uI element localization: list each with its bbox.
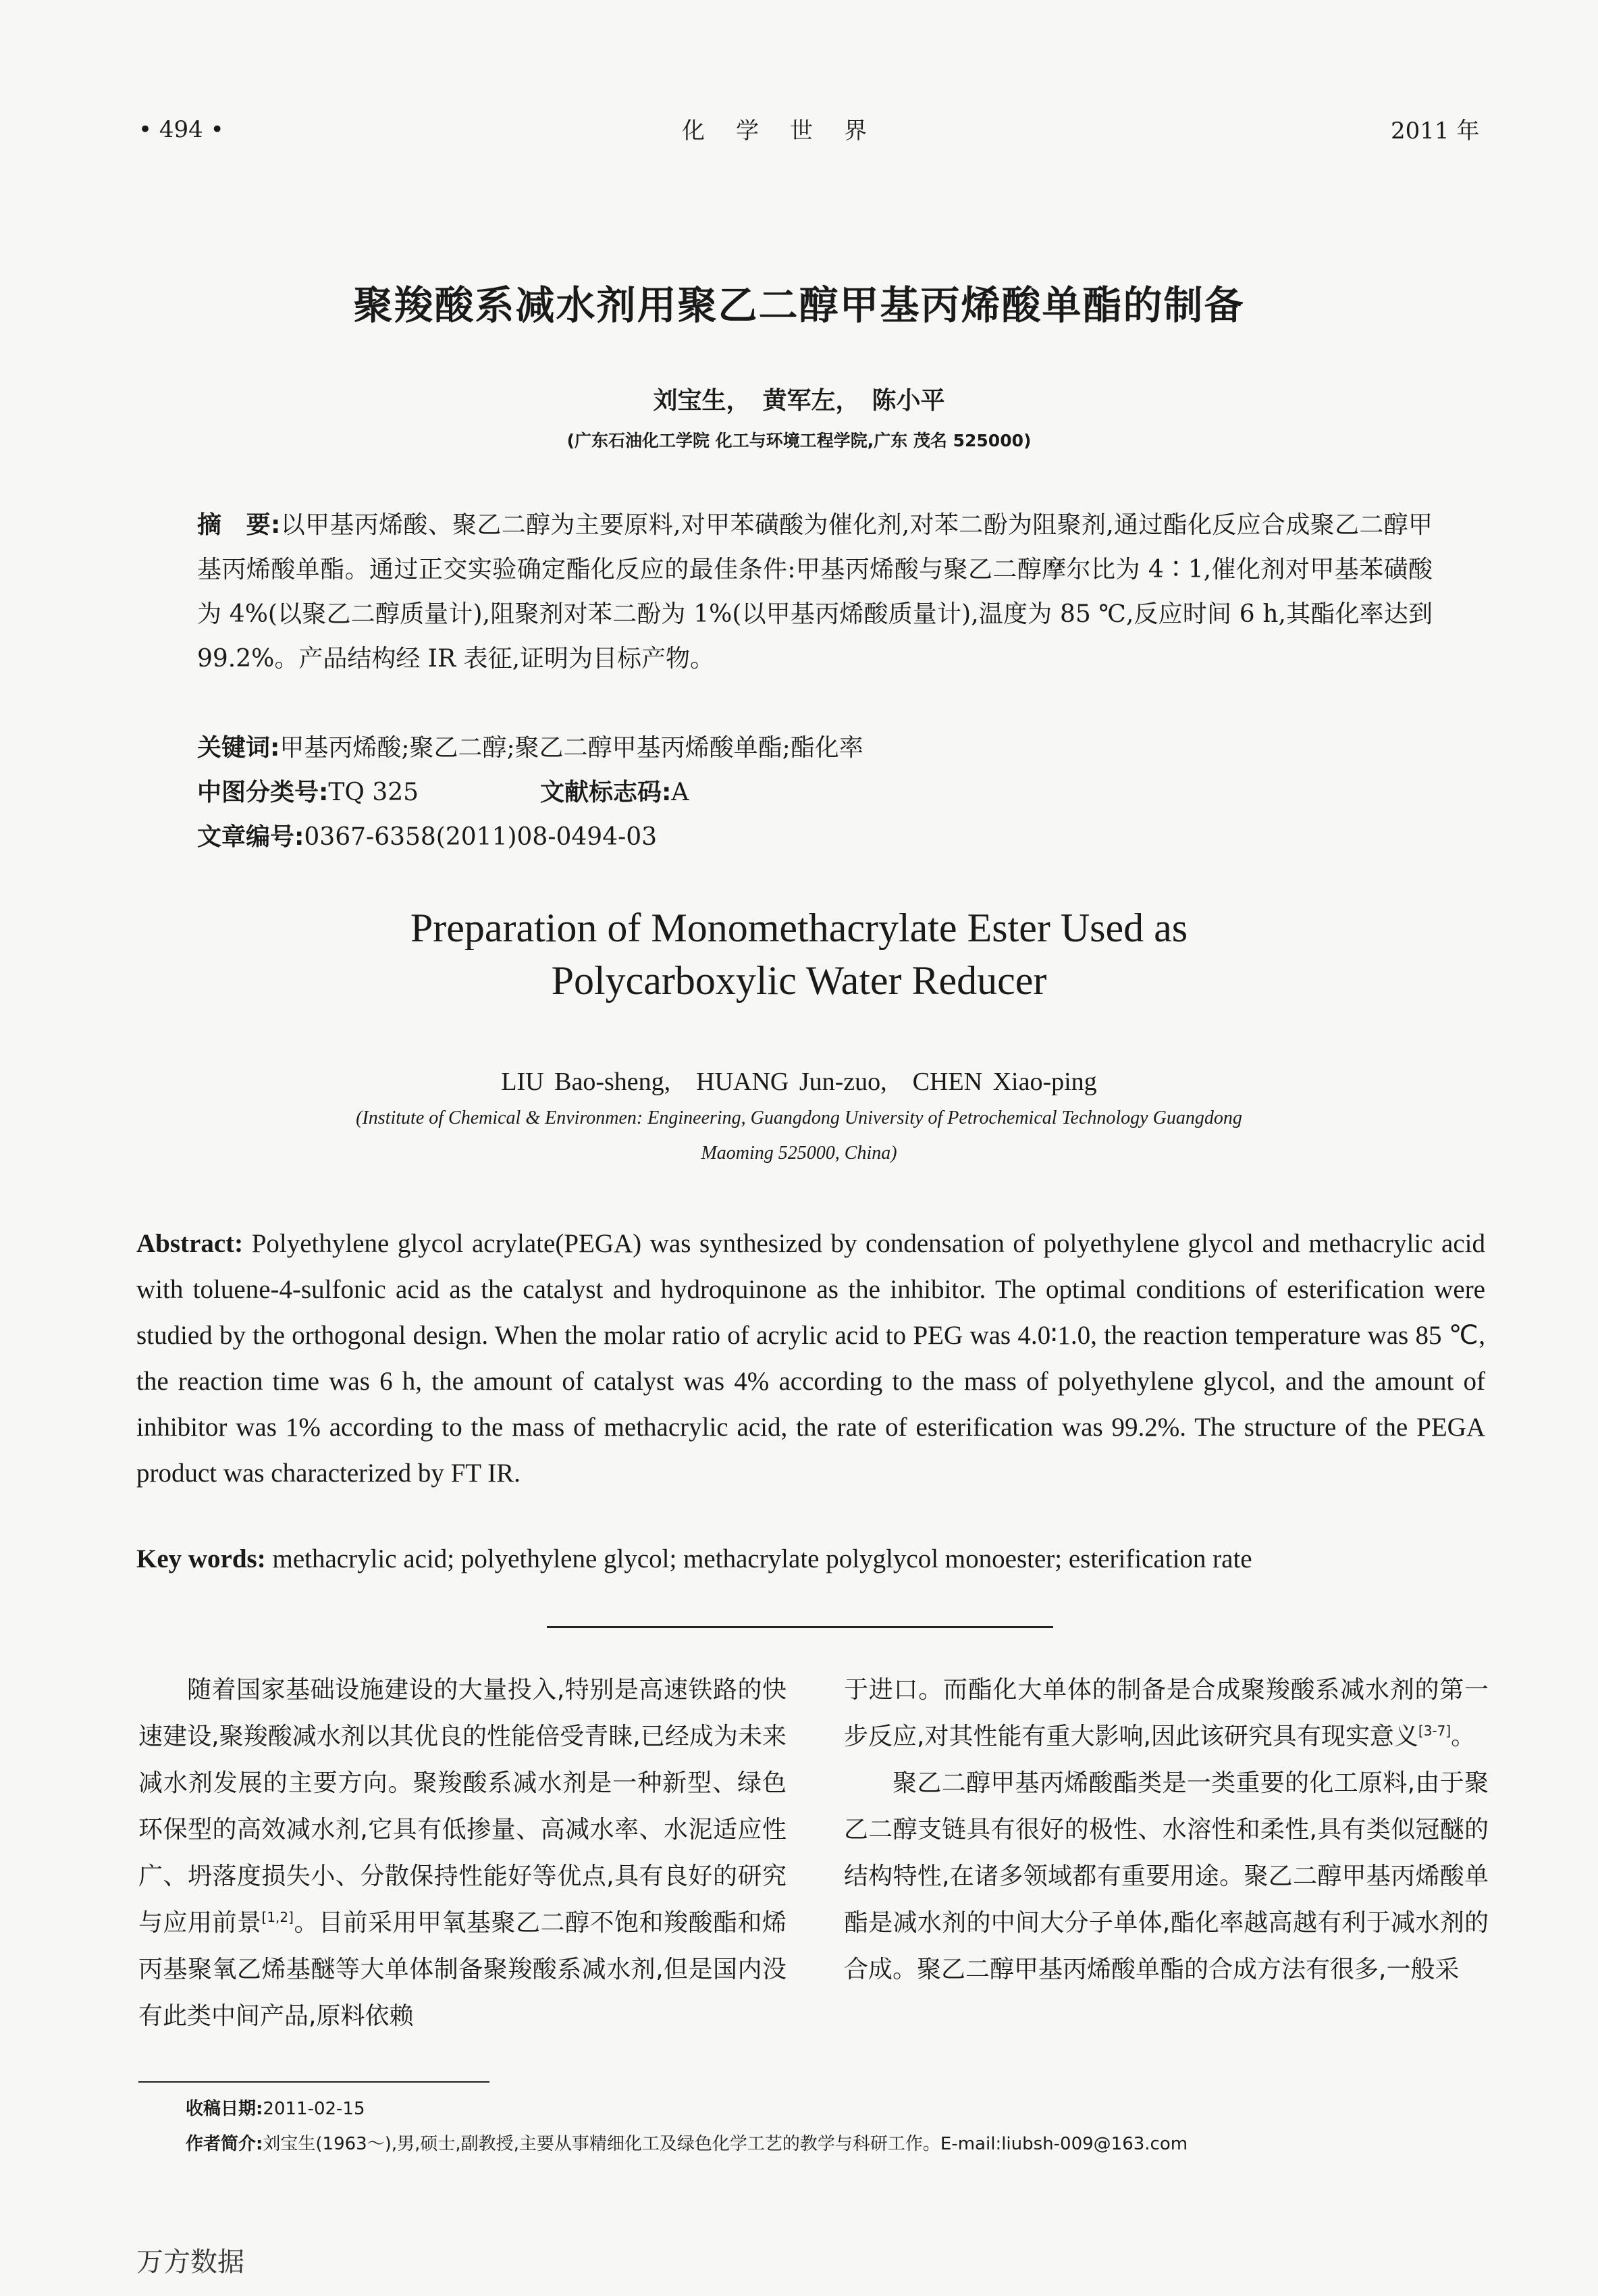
title-cn: 聚羧酸系减水剂用聚乙二醇甲基丙烯酸单酯的制备 (353, 282, 1245, 328)
abstract-en-label: Abstract: (136, 1229, 244, 1258)
page-number: • 494 • (138, 116, 224, 143)
title-en (0, 902, 1598, 1007)
article-id-value: 0367-6358(2011)08-0494-03 (304, 823, 658, 851)
affiliation-en (135, 1101, 1463, 1171)
body-paragraph: 随着国家基础设施建设的大量投入,特别是高速铁路的快速建设,聚羧酸减水剂以其优良的性能倍受青睐,已经成为未来减水剂发展的主要方向。聚羧酸系减水剂是一种新型、绿色环保型的高效减水剂,它具有低掺量、高减水率、水泥适应性广、坍落度损失小、分散保持性能好等优点,具有良好的研究与应用前景[1,2]。目前采用甲氧基聚乙二醇不饱和羧酸酯和烯丙基聚氧乙烯基醚等大单体制备聚羧酸系减水剂,但是国内没有此类中间产品,原料依赖 (138, 1676, 787, 2030)
keywords-en (136, 1536, 1485, 1582)
received-label: 收稿日期: (186, 2099, 263, 2119)
received-value: 2011-02-15 (263, 2099, 365, 2119)
abstract-cn-text: 以甲基丙烯酸、聚乙二醇为主要原料,对甲苯磺酸为催化剂,对苯二酚为阻聚剂,通过酯化反应合成聚乙二醇甲基丙烯酸单酯。通过正交实验确定酯化反应的最佳条件:甲基丙烯酸与聚乙二醇摩尔比为 4∶1,催化剂对甲基苯磺酸为 4%(以聚乙二醇质量计),阻聚剂对苯二酚为 1%(以甲基丙烯酸质量计),温度为 85 ℃,反应时间 6 h,其酯化率达到 99.2%。产品结构经 IR 表征,证明为目标产物。 (197, 511, 1433, 673)
clc-value: TQ 325 (328, 779, 419, 806)
affiliation-en-line1: (Institute of Chemical & Environmen: Engineering, Guangdong University of Petrochemical Technology Guangdong (356, 1107, 1242, 1128)
affiliation-cn: (广东石油化工学院 化工与环境工程学院,广东 茂名 525000) (566, 431, 1032, 450)
author-bio-label: 作者简介: (186, 2134, 263, 2154)
section-divider (547, 1626, 1053, 1628)
authors-en: LIU Bao-sheng, HUANG Jun-zuo, CHEN Xiao-ping (501, 1068, 1097, 1096)
journal-year: 2011 年 (1391, 118, 1480, 145)
abstract-cn (197, 503, 1433, 681)
keywords-cn-text: 甲基丙烯酸;聚乙二醇;聚乙二醇甲基丙烯酸单酯;酯化率 (279, 734, 863, 762)
classification-row (197, 771, 419, 815)
authors-cn: 刘宝生， 黄军左， 陈小平 (653, 387, 945, 415)
title-en-line2: Polycarboxylic Water Reducer (551, 958, 1047, 1003)
abstract-en-text: Polyethylene glycol acrylate(PEGA) was synthesized by condensation of polyethylene glycol and methacrylic acid with toluene-4-sulfonic acid as the catalyst and hydroquinone as the inhibitor. The optimal conditions of esterification were studied by the orthogonal design. When the molar ratio of acrylic acid to PEG was 4.0∶1.0, the reaction temperature was 85 ℃, the reaction time was 6 h, the amount of catalyst was 4% according to the mass of polyethylene glycol, and the amount of inhibitor was 1% according to the mass of methacrylic acid, the rate of esterification was 99.2%. The structure of the PEGA product was characterized by FT IR. (136, 1229, 1486, 1488)
keywords-cn-label: 关键词: (197, 734, 280, 762)
watermark: 万方数据 (136, 2247, 244, 2278)
journal-name: 化 学 世 界 (682, 118, 871, 145)
body-paragraph: 聚乙二醇甲基丙烯酸酯类是一类重要的化工原料,由于聚乙二醇支链具有很好的极性、水溶性和柔性,具有类似冠醚的结构特性,在诸多领域都有重要用途。聚乙二醇甲基丙烯酸单酯是减水剂的中间大分子单体,酯化率越高越有利于减水剂的合成。聚乙二醇甲基丙烯酸单酯的合成方法有很多,一般采 (844, 1769, 1489, 1983)
keywords-cn (197, 726, 1433, 771)
article-id-label: 文章编号: (197, 823, 304, 851)
author-bio-value: 刘宝生(1963～),男,硕士,副教授,主要从事精细化工及绿色化学工艺的教学与科研工作。E-mail:liubsh-009@163.com (263, 2134, 1188, 2154)
body-paragraph: 于进口。而酯化大单体的制备是合成聚羧酸系减水剂的第一步反应,对其性能有重大影响,因此该研究具有现实意义[3-7]。 (844, 1676, 1489, 1750)
received-date (186, 2093, 365, 2124)
body-left-column (138, 1667, 787, 2039)
doc-code-row (540, 771, 689, 815)
title-en-line1: Preparation of Monomethacrylate Ester Used as (410, 906, 1188, 950)
abstract-cn-label: 摘 要: (197, 511, 281, 539)
article-id-row (197, 815, 657, 860)
body-right-column (844, 1667, 1489, 1993)
affiliation-en-line2: Maoming 525000, China) (701, 1143, 897, 1164)
footnote-divider (138, 2081, 489, 2083)
keywords-en-text: methacrylic acid; polyethylene glycol; methacrylate polyglycol monoester; esterification rate (272, 1544, 1252, 1573)
keywords-en-label: Key words: (136, 1544, 266, 1573)
clc-label: 中图分类号: (197, 779, 329, 806)
abstract-en (136, 1221, 1485, 1496)
citation-ref: [3-7] (1418, 1723, 1451, 1739)
author-bio (186, 2129, 1489, 2160)
citation-ref: [1,2] (261, 1909, 294, 1925)
doc-code-value: A (671, 779, 689, 806)
doc-code-label: 文献标志码: (540, 779, 672, 806)
